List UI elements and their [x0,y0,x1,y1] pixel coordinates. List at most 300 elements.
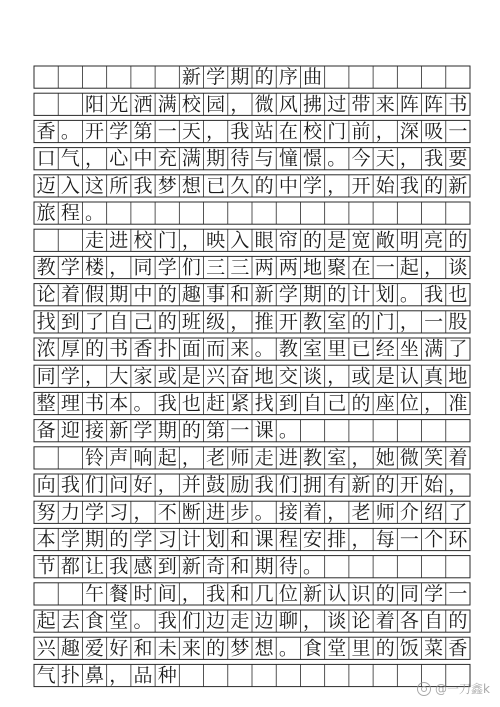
essay-char: 着 [303,501,323,524]
essay-char: 。 [303,555,323,578]
essay-char: 走 [254,446,274,469]
essay-char: 我 [60,474,80,497]
essay-char: 自 [109,310,129,333]
essay-char: 是 [327,229,347,252]
essay-char: 好 [109,637,129,660]
essay-char: ， [181,229,201,252]
essay-char: 进 [206,501,226,524]
essay-char: ， [181,582,201,605]
essay-char: 。 [327,147,347,170]
essay-char: 。 [278,419,298,442]
essay-char: 满 [424,338,444,361]
essay-char: 来 [375,93,395,116]
essay-char: 着 [60,283,80,306]
essay-char: ， [206,120,226,143]
essay-char: 。 [278,637,298,660]
essay-char: 论 [36,283,56,306]
essay-char: 边 [254,610,274,633]
essay-char: 楼 [85,256,105,279]
essay-char: 让 [85,555,105,578]
essay-char: 绍 [424,501,444,524]
essay-char: 前 [351,120,371,143]
essay-char: 中 [278,174,298,197]
essay-char: 已 [351,338,371,361]
essay-char: 介 [399,501,419,524]
essay-char: 们 [181,610,201,633]
essay-char: 满 [181,147,201,170]
essay-char: 学 [109,120,129,143]
essay-char: ， [351,528,371,551]
essay-char: 走 [230,610,250,633]
essay-char: 课 [254,419,274,442]
essay-char: 了 [448,338,468,361]
essay-char: 学 [85,501,105,524]
essay-char: 扑 [60,664,80,687]
essay-title-char: 曲 [303,66,323,89]
essay-char: 同 [133,256,153,279]
essay-char: ， [230,93,250,116]
essay-char: ， [109,256,129,279]
essay-char: 新 [303,582,323,605]
essay-char: 同 [399,582,419,605]
essay-char: 交 [278,365,298,388]
essay-char: 亮 [424,229,444,252]
essay-char: 校 [181,93,201,116]
essay-char: 室 [303,338,323,361]
essay-char: 香 [36,120,56,143]
essay-char: 并 [181,474,201,497]
essay-char: 大 [109,365,129,388]
essay-char: 明 [399,229,419,252]
essay-char: 找 [254,392,274,415]
essay-char: 鼓 [206,474,226,497]
essay-char: 室 [327,446,347,469]
essay-char: 今 [351,147,371,170]
essay-char: 香 [448,637,468,660]
essay-char: 校 [133,229,153,252]
essay-char: ， [424,256,444,279]
essay-char: 天 [375,147,395,170]
essay-char: 同 [36,365,56,388]
essay-char: ， [230,310,250,333]
essay-char: 新 [448,174,468,197]
essay-char: 一 [424,310,444,333]
essay-char: 老 [351,501,371,524]
essay-char: 一 [448,582,468,605]
essay-char: 感 [133,555,153,578]
essay-char: 面 [181,338,201,361]
essay-char: 。 [399,283,419,306]
essay-char: 门 [157,229,177,252]
essay-char: 的 [157,283,177,306]
essay-title-char: 的 [254,66,274,89]
essay-char: 一 [399,528,419,551]
essay-char: 到 [60,310,80,333]
essay-char: 进 [109,229,129,252]
essay-char: ， [351,446,371,469]
essay-char: 第 [206,419,226,442]
essay-char: 。 [60,120,80,143]
essay-char: 我 [424,147,444,170]
essay-char: 几 [254,582,274,605]
essay-char: 堂 [109,610,129,633]
essay-char: 计 [181,528,201,551]
essay-char: 自 [424,610,444,633]
essay-char: 想 [254,637,274,660]
essay-char: 她 [375,446,395,469]
essay-char: 赶 [206,392,226,415]
essay-char: 的 [448,610,468,633]
essay-char: 习 [109,501,129,524]
essay-char: 两 [254,256,274,279]
essay-char: 眼 [254,229,274,252]
essay-char: 菜 [424,637,444,660]
essay-char: 有 [327,474,347,497]
essay-char: 座 [375,392,395,415]
essay-char: 种 [157,664,177,687]
essay-char: 的 [85,338,105,361]
watermark-logo-icon [417,682,431,696]
watermark-text: @一刀鑫k [435,682,490,696]
essay-char: 股 [448,310,468,333]
essay-char: 的 [375,474,395,497]
essay-char: 带 [351,93,371,116]
essay-char: 个 [424,528,444,551]
essay-char: 心 [109,147,129,170]
essay-char: 我 [254,474,274,497]
essay-char: 的 [424,174,444,197]
essay-char: 书 [85,392,105,415]
essay-char: 与 [254,147,274,170]
essay-char: 节 [36,555,56,578]
essay-char: 坐 [399,338,419,361]
essay-char: 一 [375,256,395,279]
essay-char: 帘 [278,229,298,252]
essay-char: ， [399,147,419,170]
essay-char: 想 [181,174,201,197]
essay-char: 深 [399,120,419,143]
essay-char: 待 [230,147,250,170]
essay-char: 里 [327,338,347,361]
essay-char: 起 [399,256,419,279]
essay-char: 餐 [109,582,129,605]
essay-char: 爱 [85,637,105,660]
essay-char: 准 [448,392,468,415]
essay-char: ， [133,501,153,524]
essay-char: 微 [399,446,419,469]
essay-char: 或 [351,365,371,388]
essay-char: 教 [303,310,323,333]
essay-char: 谈 [303,365,323,388]
essay-char: 。 [85,202,105,225]
essay-char: 理 [60,392,80,415]
essay-char: 学 [133,419,153,442]
essay-char: 来 [181,637,201,660]
essay-char: 和 [133,637,153,660]
essay-char: 学 [157,256,177,279]
essay-char: 中 [133,147,153,170]
essay-char: 是 [181,365,201,388]
essay-char: 和 [230,582,250,605]
essay-char: 书 [448,93,468,116]
essay-char: 门 [327,120,347,143]
essay-char: 学 [278,283,298,306]
essay-char: 食 [303,637,323,660]
essay-char: 期 [85,528,105,551]
essay-char: 入 [230,229,250,252]
essay-char: 趣 [60,637,80,660]
essay-char: 本 [109,392,129,415]
essay-char: 谈 [448,256,468,279]
essay-char: 着 [375,610,395,633]
essay-char: 我 [133,174,153,197]
essay-char: 学 [424,582,444,605]
essay-char: ， [109,664,129,687]
essay-char: 开 [351,174,371,197]
essay-char: 未 [157,637,177,660]
essay-char: 好 [133,474,153,497]
essay-char: 香 [133,338,153,361]
essay-char: 声 [109,446,129,469]
essay-char: 开 [399,474,419,497]
essay-char: 阳 [85,93,105,116]
essay-char: 。 [254,501,274,524]
essay-char: 厚 [60,338,80,361]
essay-char: 这 [85,174,105,197]
essay-char: 边 [206,610,226,633]
essay-char: 的 [109,528,129,551]
essay-char: ， [424,392,444,415]
essay-char: ， [327,174,347,197]
essay-char: 问 [109,474,129,497]
essay-char: 到 [157,555,177,578]
essay-char: 期 [254,555,274,578]
essay-char: 堂 [327,637,347,660]
essay-char: 家 [133,365,153,388]
watermark [417,680,490,697]
essay-char: 的 [375,637,395,660]
essay-char: 学 [303,174,323,197]
essay-char: ， [181,446,201,469]
essay-char: 事 [206,283,226,306]
essay-char: 起 [157,446,177,469]
essay-char: 力 [60,501,80,524]
essay-char: 新 [181,555,201,578]
essay-char: 经 [375,338,395,361]
essay-char: 梦 [230,637,250,660]
essay-char: 接 [85,419,105,442]
essay-char: 和 [230,283,250,306]
essay-char: 待 [278,555,298,578]
essay-char: ， [327,501,347,524]
essay-char: 。 [133,610,153,633]
essay-char: 地 [448,365,468,388]
essay-char: 备 [36,419,56,442]
essay-char: 的 [327,283,347,306]
essay-char: 敞 [375,229,395,252]
essay-char: 们 [181,256,201,279]
essay-char: 新 [254,283,274,306]
essay-text [37,66,469,686]
essay-char: 起 [36,610,56,633]
essay-char: 浓 [36,338,56,361]
essay-char: 自 [303,392,323,415]
essay-char: 都 [60,555,80,578]
essay-char: 憬 [303,147,323,170]
essay-char: 的 [375,582,395,605]
essay-char: 口 [36,147,56,170]
essay-char: 步 [230,501,250,524]
essay-char: 断 [181,501,201,524]
essay-char: 久 [230,174,250,197]
essay-char: 位 [399,392,419,415]
essay-char: 们 [278,474,298,497]
essay-char: 本 [36,528,56,551]
essay-char: 中 [133,283,153,306]
essay-char: ， [85,365,105,388]
essay-char: 已 [206,174,226,197]
essay-char: 也 [448,283,468,306]
essay-char: 迎 [60,419,80,442]
essay-char: 到 [278,392,298,415]
essay-char: 拥 [303,474,323,497]
essay-char: 每 [375,528,395,551]
essay-char: 教 [278,338,298,361]
essay-char: 所 [109,174,129,197]
essay-char: 是 [375,365,395,388]
essay-char: 紧 [230,392,250,415]
essay-char: 旅 [36,202,56,225]
essay-title-char: 期 [230,66,250,89]
essay-char: 食 [85,610,105,633]
essay-char: 安 [303,528,323,551]
essay-char: 期 [303,283,323,306]
essay-char: ， [327,365,347,388]
essay-char: 。 [254,338,274,361]
essay-char: 地 [254,365,274,388]
essay-char: 的 [448,229,468,252]
essay-char: 奇 [206,555,226,578]
essay-char: 和 [230,555,250,578]
essay-char: 我 [206,582,226,605]
essay-char: 微 [254,93,274,116]
essay-char: 一 [157,120,177,143]
essay-char: 们 [85,474,105,497]
essay-char: 整 [36,392,56,415]
essay-char: 始 [375,174,395,197]
essay-char: 程 [60,202,80,225]
essay-char: 门 [375,310,395,333]
essay-char: 进 [278,446,298,469]
essay-char: 的 [351,310,371,333]
essay-char: 的 [254,174,274,197]
essay-char: 我 [157,610,177,633]
essay-char: 奋 [230,365,250,388]
essay-char: 接 [278,501,298,524]
essay-char: 位 [278,582,298,605]
essay-char: 教 [303,446,323,469]
essay-title-char: 学 [206,66,226,89]
essay-char: 饭 [399,637,419,660]
essay-char: 了 [448,501,468,524]
essay-char: 要 [448,147,468,170]
essay-char: 开 [85,120,105,143]
essay-char: 聚 [327,256,347,279]
essay-char: 期 [206,147,226,170]
essay-title-char: 序 [278,66,298,89]
essay-char: 的 [303,229,323,252]
essay-char: 我 [399,174,419,197]
essay-char: 班 [181,310,201,333]
essay-char: 找 [36,310,56,333]
essay-char: 也 [181,392,201,415]
essay-char: 我 [424,283,444,306]
essay-char: 扑 [157,338,177,361]
essay-char: 梦 [157,174,177,197]
essay-char: 兴 [206,365,226,388]
essay-char: 一 [230,419,250,442]
essay-char: 的 [157,310,177,333]
essay-char: 向 [36,474,56,497]
essay-char: 地 [303,256,323,279]
essay-char: 学 [60,365,80,388]
essay-char: 憧 [278,147,298,170]
essay-char: 推 [254,310,274,333]
essay-char: 里 [351,637,371,660]
essay-char: 而 [206,338,226,361]
essay-char: 我 [230,120,250,143]
essay-char: 笑 [424,446,444,469]
essay-char: 兴 [36,637,56,660]
essay-char: 学 [60,528,80,551]
essay-char: 论 [351,610,371,633]
essay-char: ， [448,474,468,497]
essay-char: 期 [109,283,129,306]
essay-char: 映 [206,229,226,252]
essay-char: 的 [206,637,226,660]
essay-char: 第 [133,120,153,143]
essay-char: 级 [206,310,226,333]
essay-char: 划 [206,528,226,551]
essay-char: 气 [36,664,56,687]
essay-char: 午 [85,582,105,605]
essay-char: 。 [133,392,153,415]
essay-char: 趣 [181,283,201,306]
essay-char: 我 [109,555,129,578]
essay-char: 阵 [424,93,444,116]
essay-char: 过 [327,93,347,116]
essay-char: 天 [181,120,201,143]
essay-char: 环 [448,528,468,551]
essay-char: 着 [448,446,468,469]
essay-char: 认 [327,582,347,605]
essay-char: 响 [133,446,153,469]
essay-char: 学 [60,256,80,279]
essay-char: 不 [157,501,177,524]
essay-char: ， [157,474,177,497]
essay-char: 新 [109,419,129,442]
essay-char: 鼻 [85,664,105,687]
essay-char: 走 [85,229,105,252]
essay-char: 励 [230,474,250,497]
essay-char: ， [303,610,323,633]
essay-char: 在 [351,256,371,279]
essay-char: 在 [278,120,298,143]
essay-char: ， [85,147,105,170]
essay-char: 课 [254,528,274,551]
essay-char: 品 [133,664,153,687]
essay-char: 去 [60,610,80,633]
